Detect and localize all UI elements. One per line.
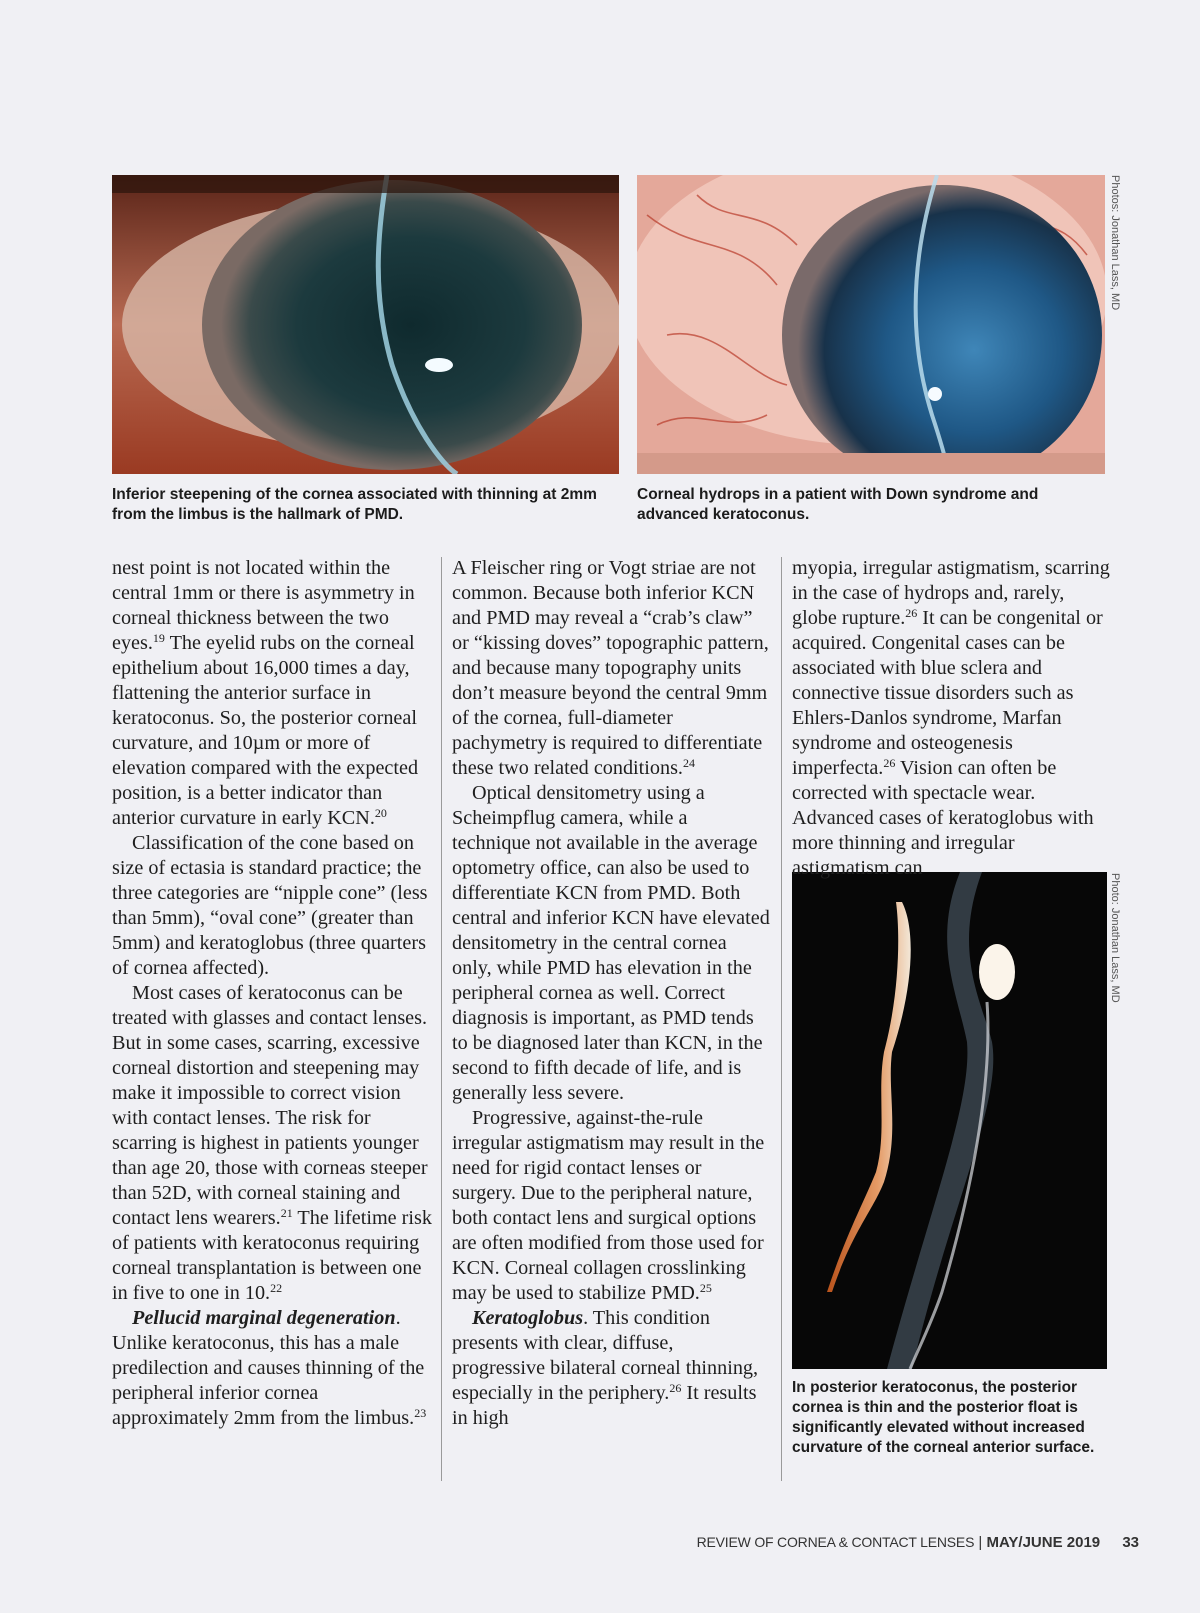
paragraph bbox=[792, 556, 1110, 881]
pmd-eye-photo bbox=[112, 175, 619, 474]
issue-date: MAY/JUNE 2019 bbox=[986, 1534, 1101, 1551]
paragraph: Optical densitometry using a Scheimpflug camera, while a technique not available in the average optometry office, can also be used to differentiate KCN from PMD. Both central and inferior KCN have elevated densitometry in the central cornea only, while PMD has elevation in the peripheral cornea as well. Correct diagnosis is important, as PMD tends to be diagnosed later than KCN, in the second to fifth decade of life, and is generally less severe. bbox=[452, 782, 770, 1104]
paragraph bbox=[452, 556, 770, 781]
page-footer bbox=[697, 1534, 1139, 1551]
section-heading: Pellucid marginal degeneration bbox=[132, 1307, 396, 1329]
reference: 24 bbox=[682, 756, 695, 770]
hydrops-eye-photo bbox=[637, 175, 1105, 474]
reference: 26 bbox=[883, 756, 896, 770]
caption-pmd: Inferior steepening of the cornea associated with thinning at 2mm from the limbus is the hallmark of PMD. bbox=[112, 486, 597, 523]
article-column-2 bbox=[452, 556, 770, 1431]
column-divider bbox=[781, 557, 782, 1481]
reference: 19 bbox=[152, 631, 165, 645]
text: nest point is not located within the central 1mm or there is asymmetry in corneal thickness between the two eyes. bbox=[112, 557, 415, 654]
reference: 21 bbox=[280, 1206, 293, 1220]
photo-credit-bottom: Photo: Jonathan Lass, MD bbox=[1109, 873, 1121, 1003]
caption-posterior-keratoconus: In posterior keratoconus, the posterior cornea is thin and the posterior float is significantly elevated without increased curvature of the corneal anterior surface. bbox=[792, 1379, 1095, 1456]
text: The lifetime risk of patients with keratoconus requiring corneal transplantation is between one in five to one in 10. bbox=[112, 1207, 432, 1304]
text: . Unlike keratoconus, this has a male predilection and causes thinning of the peripheral inferior cornea approximately 2mm from the limbus. bbox=[112, 1307, 425, 1429]
text: It results in high bbox=[452, 1382, 757, 1429]
column-divider bbox=[441, 557, 442, 1481]
photo-credit-top: Photos: Jonathan Lass, MD bbox=[1109, 175, 1121, 311]
paragraph bbox=[112, 556, 432, 831]
paragraph bbox=[452, 1306, 770, 1431]
reference: 20 bbox=[374, 806, 387, 820]
paragraph bbox=[112, 981, 432, 1306]
reference: 26 bbox=[669, 1381, 682, 1395]
reference: 26 bbox=[905, 606, 918, 620]
paragraph bbox=[452, 1106, 770, 1306]
text: Vision can often be corrected with spectacle wear. Advanced cases of keratoglobus with more thinning and irregular astigmatism can bbox=[792, 757, 1094, 879]
article-column-3 bbox=[792, 556, 1110, 881]
reference: 22 bbox=[270, 1281, 283, 1295]
reference: 23 bbox=[414, 1406, 427, 1420]
text: Progressive, against-the-rule irregular astigmatism may result in the need for rigid contact lenses or surgery. Due to the peripheral nature, both contact lens and surgical options are often modified from those used for KCN. Corneal collagen crosslinking may be used to stabilize PMD. bbox=[452, 1107, 765, 1304]
section-heading: Keratoglobus bbox=[472, 1307, 584, 1329]
caption-hydrops: Corneal hydrops in a patient with Down syndrome and advanced keratoconus. bbox=[637, 486, 1039, 523]
journal-name: REVIEW OF CORNEA & CONTACT LENSES bbox=[696, 1534, 975, 1550]
article-column-1 bbox=[112, 556, 432, 1431]
text: myopia, irregular astigmatism, scarring in the case of hydrops and, rarely, globe rupture. bbox=[792, 557, 1110, 629]
text: . This condition presents with clear, diffuse, progressive bilateral corneal thinning, especially in the periphery. bbox=[452, 1307, 759, 1404]
text: The eyelid rubs on the corneal epithelium about 16,000 times a day, flattening the anterior surface in keratoconus. So, the posterior corneal curvature, and 10µm or more of elevation compared with the expected position, is a better indicator than anterior curvature in early KCN. bbox=[112, 632, 419, 829]
page-number: 33 bbox=[1122, 1534, 1139, 1551]
posterior-keratoconus-photo bbox=[792, 872, 1107, 1369]
paragraph bbox=[112, 1306, 432, 1431]
text: It can be congenital or acquired. Congenital cases can be associated with blue sclera and connective tissue disorders such as Ehlers-Danlos syndrome, Marfan syndrome and osteogenesis imperfecta. bbox=[792, 607, 1103, 779]
text: A Fleischer ring or Vogt striae are not common. Because both inferior KCN and PMD may reveal a “crab’s claw” or “kissing doves” topographic pattern, and because many topography units don’t measure beyond the central 9mm of the cornea, full-diameter pachymetry is required to differentiate these two related conditions. bbox=[452, 557, 769, 779]
reference: 25 bbox=[699, 1281, 712, 1295]
footer-separator: | bbox=[978, 1534, 983, 1551]
text: Most cases of keratoconus can be treated with glasses and contact lenses. But in some cases, scarring, excessive corneal distortion and steepening may make it impossible to correct vision with contact lenses. The risk for scarring is highest in patients younger than age 20, those with corneas steeper than 52D, with corneal staining and contact lens wearers. bbox=[112, 982, 428, 1229]
paragraph: Classification of the cone based on size of ectasia is standard practice; the three categories are “nipple cone” (less than 5mm), “oval cone” (greater than 5mm) and keratoglobus (three quarters of cornea affected). bbox=[112, 832, 428, 979]
